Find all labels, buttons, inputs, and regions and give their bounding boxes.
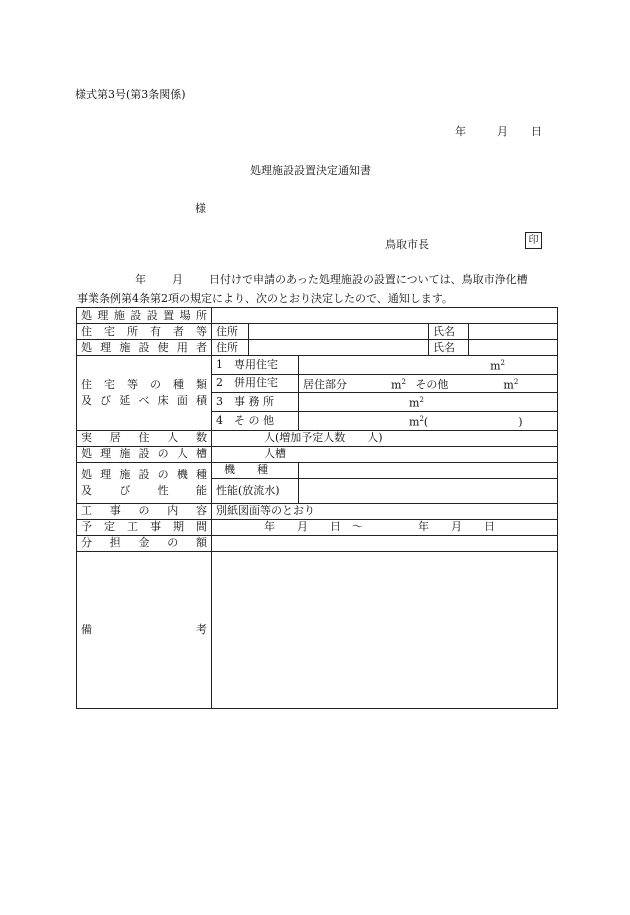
body-year: 年 <box>135 273 146 286</box>
residents-value: 人(増加予定人数 人) <box>212 430 558 446</box>
date-month: 月 <box>497 125 508 138</box>
table-row <box>77 519 558 535</box>
owner-address-value <box>249 324 429 340</box>
type-other: 4 そ の 他 <box>212 411 299 430</box>
user-address-value <box>249 340 429 356</box>
type-other-area: $m^2$( ) <box>299 411 558 430</box>
table-row <box>77 308 558 324</box>
capacity-label: 処理施設の人槽 <box>77 446 212 462</box>
period-label: 予定工事期間 <box>77 519 212 535</box>
table-row <box>77 446 558 462</box>
table-row <box>77 430 558 446</box>
performance-sub-label: 性能(放流水) <box>212 478 299 503</box>
other-label: その他 <box>415 378 449 392</box>
remarks-label: 備考 <box>77 551 212 708</box>
table-row <box>77 503 558 519</box>
owner-name-label: 氏名 <box>429 324 469 340</box>
model-sub-label: 機 種 <box>212 462 299 478</box>
table-row <box>77 551 558 708</box>
owner-label: 住宅所有者等 <box>77 324 212 340</box>
document-title: 処理施設設置決定通知書 <box>250 164 371 177</box>
body-line1: 日付けで申請のあった処理施設の設置については、鳥取市浄化槽 <box>209 273 528 286</box>
user-address-label: 住所 <box>212 340 249 356</box>
performance-value <box>299 478 558 503</box>
model-value <box>299 462 558 478</box>
table-row <box>77 324 558 340</box>
table-row <box>77 462 558 478</box>
period-value: 年 月 日 ～ 年 月 日 <box>212 519 558 535</box>
building-type-label-2: 及び延べ床面積 <box>81 393 207 407</box>
building-type-label <box>77 356 212 431</box>
remarks-value <box>212 551 558 708</box>
work-value: 別紙図面等のとおり <box>212 503 558 519</box>
share-value <box>212 535 558 551</box>
owner-name-value <box>469 324 558 340</box>
date-line <box>455 123 542 139</box>
form-number: 様式第3号(第3条関係) <box>75 88 186 101</box>
type-office-area: $m^2$ <box>299 393 558 412</box>
user-label: 処理施設使用者 <box>77 340 212 356</box>
model-label-2: 及び性能 <box>81 483 207 497</box>
table-row <box>77 340 558 356</box>
location-label: 処理施設設置場所 <box>77 308 212 324</box>
date-year: 年 <box>455 125 466 138</box>
user-name-label: 氏名 <box>429 340 469 356</box>
capacity-value: 人槽 <box>212 446 558 462</box>
share-label: 分担金の額 <box>77 535 212 551</box>
form-table <box>76 307 558 709</box>
residential-part-label: 居住部分 <box>303 378 347 392</box>
owner-address-label: 住所 <box>212 324 249 340</box>
residents-label: 実居住人数 <box>77 430 212 446</box>
type-mixed: 2 併用住宅 <box>212 374 299 393</box>
table-row <box>77 535 558 551</box>
model-label-1: 処理施設の機種 <box>81 467 207 481</box>
body-paragraph <box>77 270 557 308</box>
table-row <box>77 356 558 375</box>
addressee-suffix: 様 <box>195 202 206 215</box>
seal-mark: 印 <box>525 232 542 249</box>
type-residential-area: $m^2$ <box>299 356 558 375</box>
type-residential: 1 専用住宅 <box>212 356 299 375</box>
type-office: 3 事 務 所 <box>212 393 299 412</box>
date-day: 日 <box>531 125 542 138</box>
model-label <box>77 462 212 503</box>
work-label: 工事の内容 <box>77 503 212 519</box>
body-month: 月 <box>172 273 183 286</box>
location-value <box>212 308 558 324</box>
type-mixed-area: 居住部分 $m^2$ その他 $m^2$ <box>299 374 558 393</box>
building-type-label-1: 住宅等の種類 <box>81 377 207 391</box>
body-line2: 事業条例第4条第2項の規定により、次のとおり決定したので、通知します。 <box>77 292 453 305</box>
issuer: 鳥取市長 <box>385 238 429 251</box>
user-name-value <box>469 340 558 356</box>
